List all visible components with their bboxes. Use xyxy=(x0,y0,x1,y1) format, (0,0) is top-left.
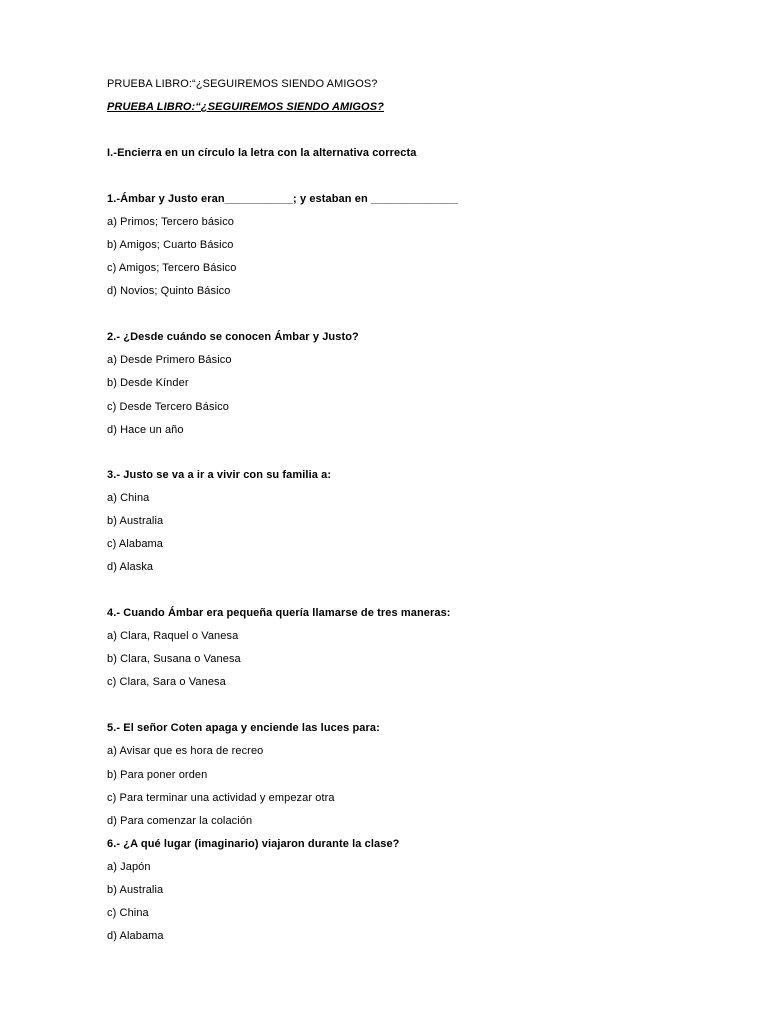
question-2-option-b: b) Desde Kínder xyxy=(107,377,189,389)
question-5-option-d: d) Para comenzar la colación xyxy=(107,815,253,827)
question-6-option-a: a) Japón xyxy=(107,861,151,873)
question-1: 1.-Ámbar y Justo eran___________; y estaban en ______________ xyxy=(107,193,458,205)
question-5-option-b: b) Para poner orden xyxy=(107,769,208,781)
question-3-option-a: a) China xyxy=(107,492,150,504)
question-3-option-b: b) Australia xyxy=(107,515,164,527)
question-2-option-d: d) Hace un año xyxy=(107,424,184,436)
document-title-plain: PRUEBA LIBRO:“¿SEGUIREMOS SIENDO AMIGOS? xyxy=(107,78,378,90)
question-6: 6.- ¿A qué lugar (imaginario) viajaron durante la clase? xyxy=(107,838,400,850)
question-3-option-c: c) Alabama xyxy=(107,538,164,550)
question-3: 3.- Justo se va a ir a vivir con su familia a: xyxy=(107,469,332,481)
question-2-option-c: c) Desde Tercero Básico xyxy=(107,401,229,413)
question-5: 5.- El señor Coten apaga y enciende las luces para: xyxy=(107,722,380,734)
question-1-option-d: d) Novios; Quinto Básico xyxy=(107,285,231,297)
question-1-option-a: a) Primos; Tercero básico xyxy=(107,216,235,228)
question-1-option-c: c) Amigos; Tercero Básico xyxy=(107,262,237,274)
question-5-option-a: a) Avisar que es hora de recreo xyxy=(107,745,264,757)
question-2-option-a: a) Desde Primero Básico xyxy=(107,354,232,366)
question-6-option-c: c) China xyxy=(107,907,149,919)
instruction-text: I.-Encierra en un círculo la letra con la alternativa correcta xyxy=(107,147,417,159)
question-2: 2.- ¿Desde cuándo se conocen Ámbar y Justo? xyxy=(107,331,359,343)
question-5-option-c: c) Para terminar una actividad y empezar otra xyxy=(107,792,335,804)
document-title-styled: PRUEBA LIBRO:“¿SEGUIREMOS SIENDO AMIGOS? xyxy=(107,101,384,113)
question-3-option-d: d) Alaska xyxy=(107,561,154,573)
question-6-option-b: b) Australia xyxy=(107,884,164,896)
question-4-option-b: b) Clara, Susana o Vanesa xyxy=(107,653,241,665)
question-4: 4.- Cuando Ámbar era pequeña quería llamarse de tres maneras: xyxy=(107,607,451,619)
question-4-option-a: a) Clara, Raquel o Vanesa xyxy=(107,630,239,642)
question-1-option-b: b) Amigos; Cuarto Básico xyxy=(107,239,234,251)
question-4-option-c: c) Clara, Sara o Vanesa xyxy=(107,676,226,688)
question-6-option-d: d) Alabama xyxy=(107,930,164,942)
